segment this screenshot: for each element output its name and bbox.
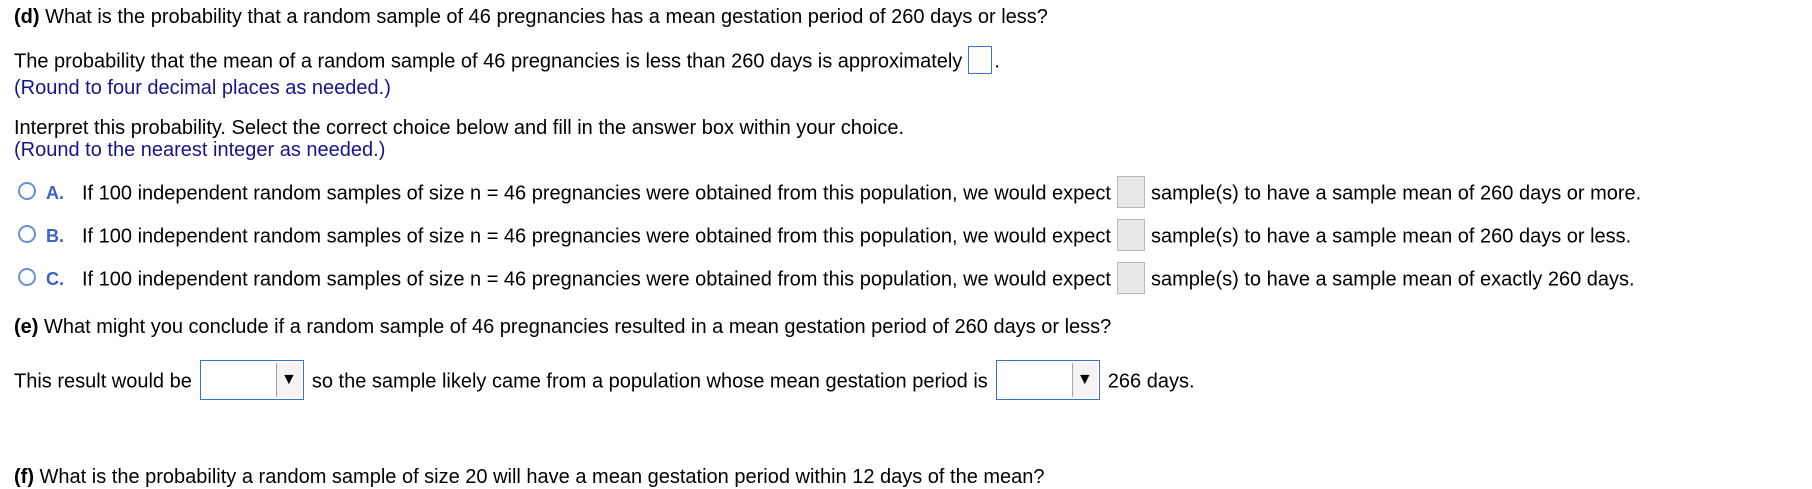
radio-empty-icon[interactable]	[18, 225, 36, 243]
part-e-middle: so the sample likely came from a population whose mean gestation period is	[311, 370, 988, 393]
part-e-answer-line	[14, 362, 1195, 402]
part-e-question-text: What might you conclude if a random sample of 46 pregnancies resulted in a mean gestation period of 260 days or less?	[44, 316, 1112, 338]
round-four-hint: (Round to four decimal places as needed.)	[14, 77, 391, 99]
part-f-label: (f)	[14, 466, 34, 488]
choice-c-suffix: sample(s) to have a sample mean of exactly 260 days.	[1150, 268, 1635, 291]
choice-c[interactable]	[18, 264, 1635, 296]
part-d-question-text: What is the probability that a random sample of 46 pregnancies has a mean gestation period of 260 days or less?	[45, 6, 1048, 28]
choice-a[interactable]	[18, 178, 1641, 210]
choice-a-text: If 100 independent random samples of size n = 46 pregnancies were obtained from this population, we would expect	[82, 182, 1111, 205]
radio-empty-icon[interactable]	[18, 268, 36, 286]
choice-a-letter: A.	[46, 183, 64, 204]
probability-answer-input[interactable]	[968, 46, 992, 74]
part-e-suffix: 266 days.	[1107, 370, 1195, 393]
interpret-prompt: Interpret this probability. Select the correct choice below and fill in the answer box within your choice.	[14, 117, 905, 139]
answer-period: .	[994, 50, 1000, 73]
choice-c-answer-input[interactable]	[1117, 262, 1145, 294]
comparison-dropdown[interactable]	[996, 360, 1100, 400]
choice-b-text: If 100 independent random samples of size n = 46 pregnancies were obtained from this population, we would expect	[82, 225, 1111, 248]
part-e-prefix: This result would be	[14, 370, 192, 393]
part-e-question	[14, 315, 1111, 339]
choice-c-text: If 100 independent random samples of size n = 46 pregnancies were obtained from this population, we would expect	[82, 268, 1111, 291]
round-integer-hint: (Round to the nearest integer as needed.)	[14, 139, 386, 161]
part-d-question	[14, 5, 1048, 29]
part-d-label: (d)	[14, 6, 40, 28]
part-f-question-text: What is the probability a random sample of size 20 will have a mean gestation period within 12 days of the mean?	[39, 466, 1045, 488]
choice-b-answer-input[interactable]	[1117, 219, 1145, 251]
part-e-label: (e)	[14, 316, 39, 338]
choice-b[interactable]	[18, 221, 1631, 253]
part-f-question	[14, 466, 1045, 489]
choice-a-answer-input[interactable]	[1117, 176, 1145, 208]
triangle-down-icon[interactable]: ▼	[1072, 363, 1097, 397]
triangle-down-icon[interactable]: ▼	[276, 363, 301, 397]
radio-empty-icon[interactable]	[18, 182, 36, 200]
part-d-answer-line	[14, 48, 1000, 76]
result-dropdown[interactable]	[200, 360, 304, 400]
choice-b-letter: B.	[46, 226, 64, 247]
choice-c-letter: C.	[46, 269, 64, 290]
part-d-answer-sentence: The probability that the mean of a random sample of 46 pregnancies is less than 260 days is approximately	[14, 50, 963, 73]
choice-a-suffix: sample(s) to have a sample mean of 260 days or more.	[1150, 182, 1642, 205]
choice-b-suffix: sample(s) to have a sample mean of 260 days or less.	[1150, 225, 1632, 248]
